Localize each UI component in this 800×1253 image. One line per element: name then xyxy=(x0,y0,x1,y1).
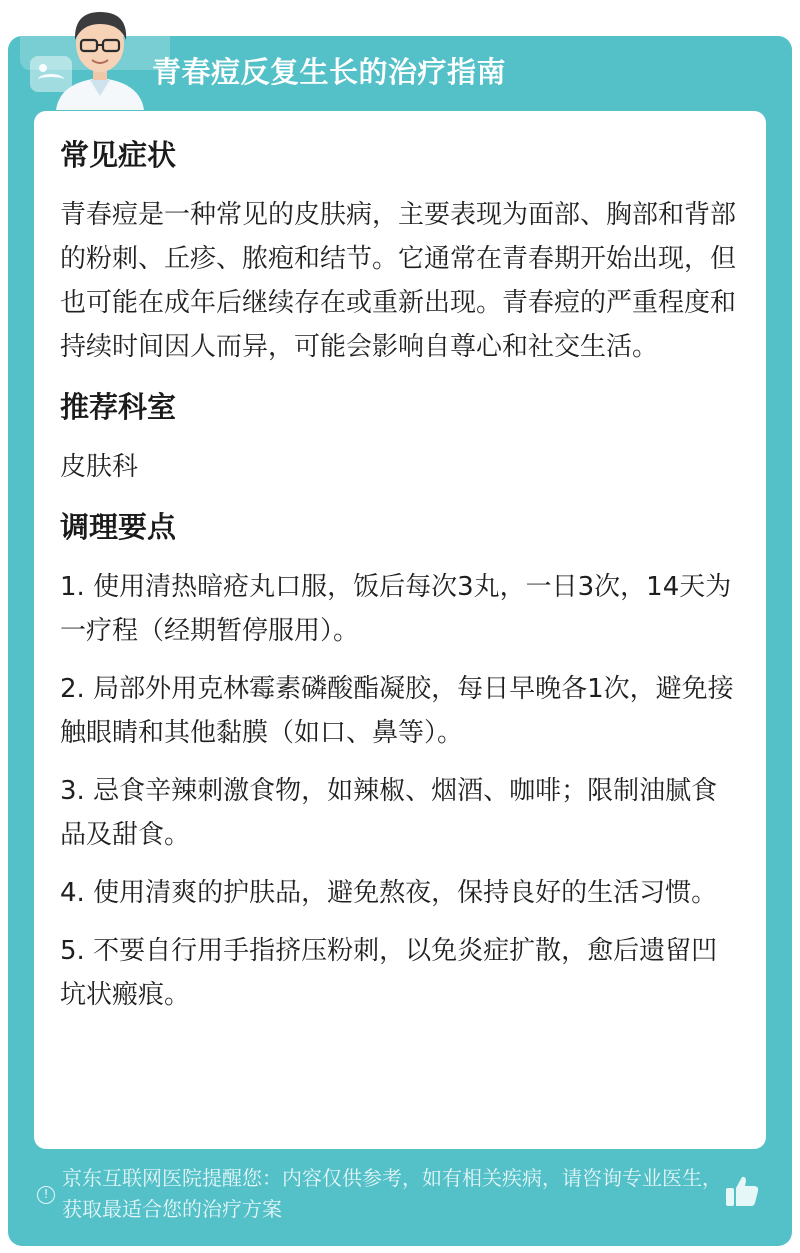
care-item: 1. 使用清热暗疮丸口服，饭后每次3丸，一日3次，14天为一疗程（经期暂停服用）。 xyxy=(60,572,732,646)
department-text: 皮肤科 xyxy=(60,452,139,482)
symptoms-text: 青春痘是一种常见的皮肤病，主要表现为面部、胸部和背部的粉刺、丘疹、脓疱和结节。它通常在青春期开始出现，但也可能在成年后继续存在或重新出现。青春痘的严重程度和持续时间因人而异，可能会影响自尊心和社交生活。 xyxy=(60,200,737,362)
care-item: 4. 使用清爽的护肤品，避免熬夜，保持良好的生活习惯。 xyxy=(60,878,718,908)
content-card xyxy=(34,111,766,1149)
department-heading: 推荐科室 xyxy=(60,390,177,424)
care-item: 3. 忌食辛辣刺激食物，如辣椒、烟酒、咖啡；限制油腻食品及甜食。 xyxy=(60,776,718,850)
care-item: 5. 不要自行用手指挤压粉刺，以免炎症扩散，愈后遗留凹坑状瘢痕。 xyxy=(60,936,718,1010)
thumbs-up-icon[interactable] xyxy=(724,1174,760,1208)
care-item: 2. 局部外用克林霉素磷酸酯凝胶，每日早晚各1次，避免接触眼睛和其他黏膜（如口、鼻等）。 xyxy=(60,674,734,748)
page-title: 青春痘反复生长的治疗指南 xyxy=(152,55,507,89)
disclaimer-text: 京东互联网医院提醒您：内容仅供参考，如有相关疾病，请咨询专业医生，获取最适合您的治疗方案 xyxy=(62,1166,722,1221)
symptoms-heading: 常见症状 xyxy=(60,138,177,172)
care-list xyxy=(60,565,740,1017)
doctor-avatar-icon xyxy=(50,0,150,110)
care-heading: 调理要点 xyxy=(60,510,177,544)
info-icon: ! xyxy=(37,1186,55,1204)
